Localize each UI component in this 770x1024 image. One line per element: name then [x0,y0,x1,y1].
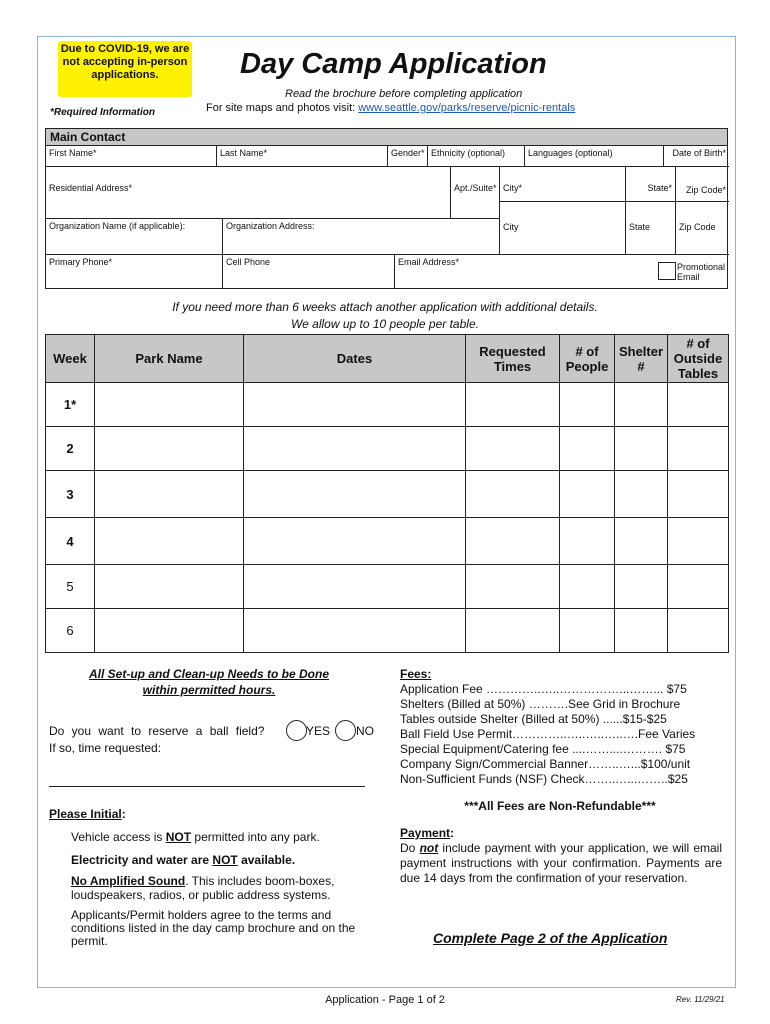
fee-item: Company Sign/Commercial Banner……..…...$100/unit [400,757,691,771]
apt-suite-field[interactable]: Apt./Suite* [451,167,500,219]
table-row [46,427,729,471]
ballfield-question: Do you want to reserve a ball field? [49,724,265,738]
page-title: Day Camp Application [240,48,547,80]
people-cell[interactable] [560,609,615,653]
outside-tables-cell[interactable] [668,471,729,518]
ballfield-yes-radio[interactable] [286,720,307,741]
sitemap-text: For site maps and photos visit: [206,102,359,114]
languages-field[interactable]: Languages (optional) [525,146,664,167]
org-city-field[interactable]: City [500,202,626,255]
promotional-email-checkbox[interactable] [658,262,676,280]
fee-item: Shelters (Billed at 50%) ……….See Grid in Brochure [400,697,681,711]
table-row [46,609,729,653]
time-requested-label: If so, time requested: [49,741,162,755]
dates-cell[interactable] [244,609,466,653]
sitemap-line [206,102,575,114]
email-address-field[interactable]: Email Address* [398,257,460,267]
last-name-field[interactable]: Last Name* [217,146,388,167]
please-initial-heading: Please Initial: [49,807,126,821]
state-required-field[interactable]: State* [626,167,676,202]
city-required-field[interactable]: City* [500,167,626,202]
setup-cleanup-notice: All Set-up and Clean-up Needs to be Done within permitted hours. [88,667,330,697]
table-row [46,383,729,427]
outside-tables-cell[interactable] [668,518,729,565]
times-cell[interactable] [466,383,560,427]
col-week: Week [46,335,95,383]
shelter-cell[interactable] [615,471,668,518]
fee-item: Non-Sufficient Funds (NSF) Check……..…...……..$25 [400,772,688,786]
col-people: # of People [560,335,615,383]
outside-tables-cell[interactable] [668,609,729,653]
park-name-cell[interactable] [95,609,244,653]
brochure-note: Read the brochure before completing application [285,88,523,100]
no-label: NO [356,724,374,738]
main-contact-heading: Main Contact [46,129,727,146]
park-name-cell[interactable] [95,471,244,518]
times-cell[interactable] [466,565,560,609]
cell-phone-field[interactable]: Cell Phone [223,255,395,289]
week-number: 1* [46,383,95,427]
fees-section [400,667,720,787]
time-requested-line[interactable] [49,786,365,787]
payment-heading: Payment: [400,826,455,840]
organization-address-field[interactable]: Organization Address: [223,219,500,255]
vehicle-access-rule: Vehicle access is NOT permitted into any park. [71,830,320,844]
fees-heading: Fees: [400,667,432,681]
dates-cell[interactable] [244,427,466,471]
col-dates: Dates [244,335,466,383]
fee-item: Application Fee …………..…..……………...……... $75 [400,682,687,696]
electricity-rule: Electricity and water are NOT available. [71,853,296,867]
dates-cell[interactable] [244,518,466,565]
dates-cell[interactable] [244,565,466,609]
times-cell[interactable] [466,609,560,653]
park-name-cell[interactable] [95,427,244,471]
ballfield-no-radio[interactable] [335,720,356,741]
fee-item: Ball Field Use Permit…………..…..…..…..….Fee Varies [400,727,696,741]
park-name-cell[interactable] [95,565,244,609]
shelter-cell[interactable] [615,518,668,565]
people-cell[interactable] [560,565,615,609]
complete-page2-notice: Complete Page 2 of the Application [433,930,668,946]
shelter-cell[interactable] [615,383,668,427]
page-footer: Application - Page 1 of 2 [325,994,445,1006]
schedule-table [45,334,729,653]
col-shelter: Shelter # [615,335,668,383]
non-refundable-notice: ***All Fees are Non-Refundable*** [464,799,656,813]
residential-address-field[interactable]: Residential Address* [46,167,451,219]
dates-cell[interactable] [244,383,466,427]
times-cell[interactable] [466,518,560,565]
required-info: *Required Information [50,107,156,118]
people-cell[interactable] [560,518,615,565]
table-row [46,565,729,609]
shelter-cell[interactable] [615,565,668,609]
people-cell[interactable] [560,427,615,471]
col-park-name: Park Name [95,335,244,383]
people-cell[interactable] [560,471,615,518]
ethnicity-field[interactable]: Ethnicity (optional) [428,146,525,167]
gender-field[interactable]: Gender* [388,146,428,167]
shelter-cell[interactable] [615,609,668,653]
fee-item: Tables outside Shelter (Billed at 50%) ......$15-$25 [400,712,667,726]
terms-agreement: Applicants/Permit holders agree to the terms and conditions listed in the day camp brochure and on the permit. [71,908,356,948]
dob-field[interactable]: Date of Birth* [664,146,729,167]
payment-text: Do not include payment with your application, we will email payment instructions with your confirmation. Payments are due 14 days from the confirmation of your reservation. [400,841,723,885]
table-row [46,518,729,565]
zip-required-field[interactable]: Zip Code* [676,167,729,202]
promotional-email-label: Promotional Email [677,262,726,282]
outside-tables-cell[interactable] [668,427,729,471]
col-requested-times: Requested Times [466,335,560,383]
outside-tables-cell[interactable] [668,383,729,427]
main-contact-section [45,128,728,289]
shelter-cell[interactable] [615,427,668,471]
people-cell[interactable] [560,383,615,427]
organization-name-field[interactable]: Organization Name (if applicable): [46,219,223,255]
park-name-cell[interactable] [95,518,244,565]
revision-date: Rev. 11/29/21 [676,995,725,1004]
org-zip-field[interactable]: Zip Code [676,202,729,255]
table-row [46,471,729,518]
outside-tables-cell[interactable] [668,565,729,609]
park-name-cell[interactable] [95,383,244,427]
people-note: We allow up to 10 people per table. [291,317,479,331]
week-number: 5 [46,565,95,609]
primary-phone-field[interactable]: Primary Phone* [46,255,223,289]
sitemap-link[interactable]: www.seattle.gov/parks/reserve/picnic-rentals [358,102,576,114]
week-number: 6 [46,609,95,653]
weeks-note: If you need more than 6 weeks attach another application with additional details. [172,300,598,314]
fee-item: Special Equipment/Catering fee ....……....………. $75 [400,742,686,756]
amplified-sound-rule: No Amplified Sound. This includes boom-boxes, loudspeakers, radios, or public address systems. [71,874,335,902]
yes-label: YES [306,724,331,738]
week-number: 2 [46,427,95,471]
col-outside-tables: # of Outside Tables [668,335,729,383]
payment-section [400,826,722,886]
times-cell[interactable] [466,471,560,518]
covid-notice: Due to COVID-19, we are not accepting in-person applications. [58,41,192,97]
times-cell[interactable] [466,427,560,471]
week-number: 3 [46,471,95,518]
week-number: 4 [46,518,95,565]
dates-cell[interactable] [244,471,466,518]
org-state-field[interactable]: State [626,202,676,255]
first-name-field[interactable]: First Name* [46,146,217,167]
